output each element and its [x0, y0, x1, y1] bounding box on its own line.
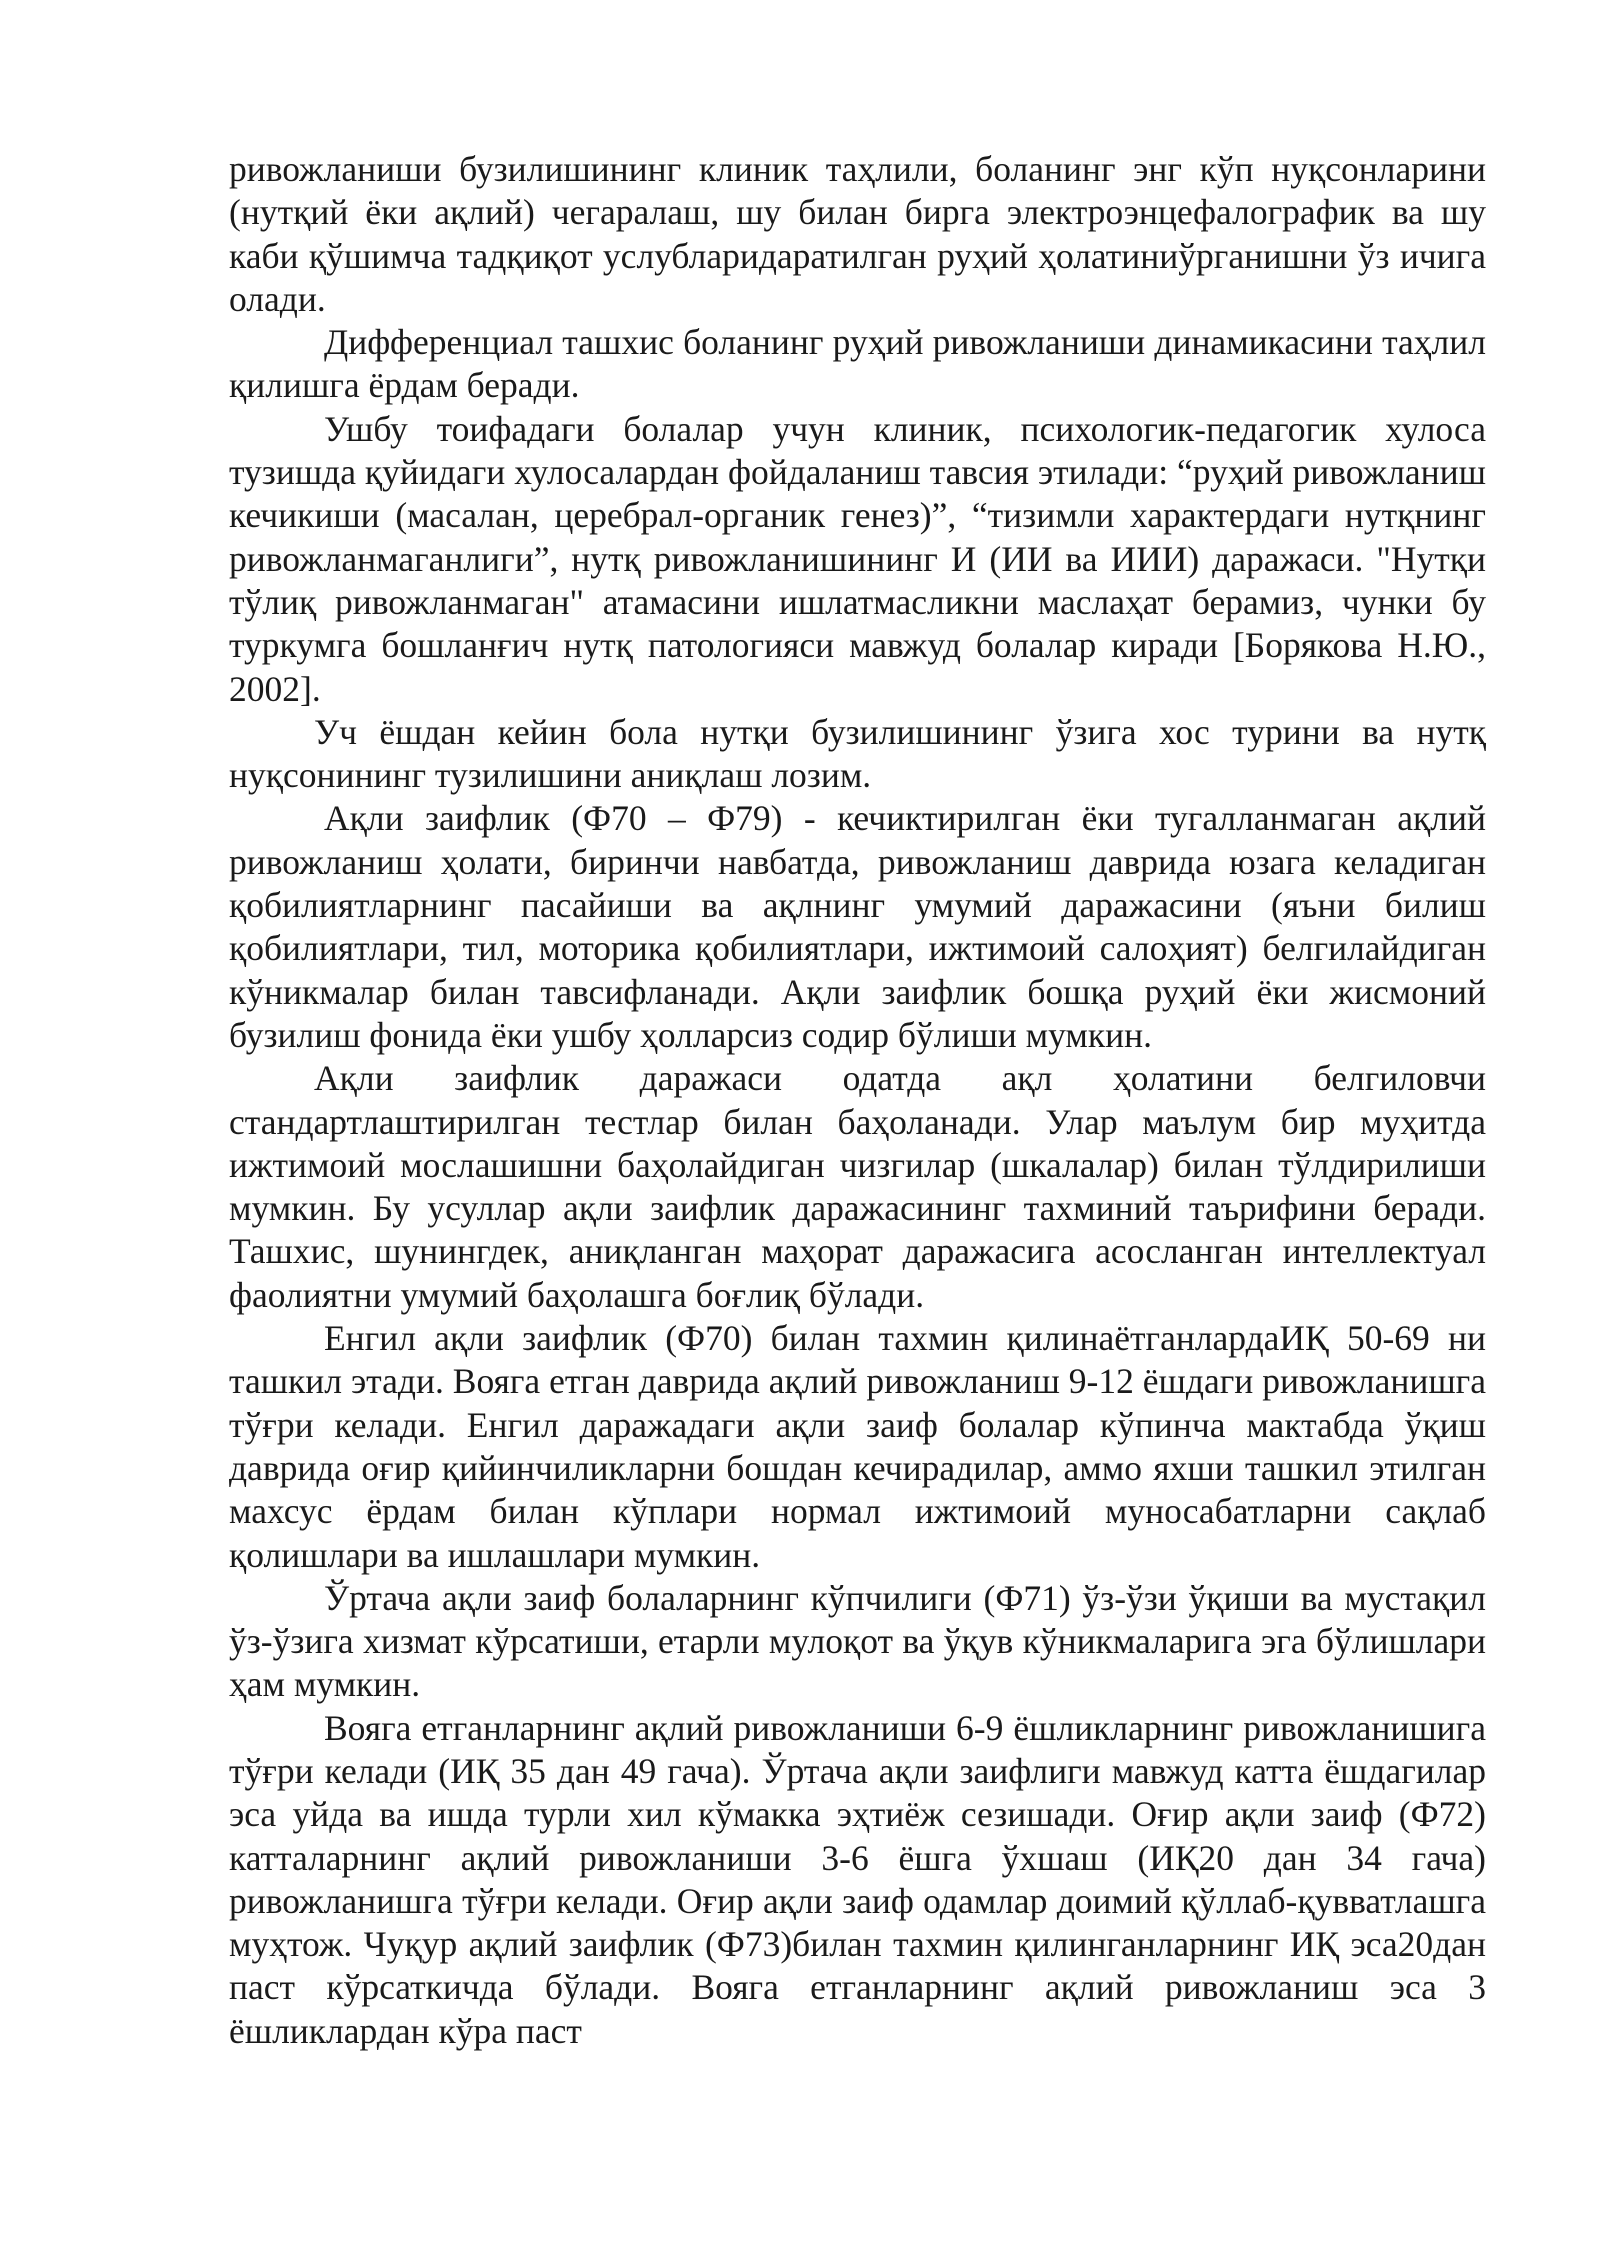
document-page	[229, 148, 1486, 2053]
paragraph-2: Дифференциал ташхис боланинг руҳий ривожланиши динамикасини таҳлил қилишга ёрдам беради.	[229, 322, 1486, 406]
paragraph-3: Ушбу тоифадаги болалар учун клиник, психологик-педагогик хулоса тузишда қуйидаги хулосалардан фойдаланиш тавсия этилади: “руҳий ривожланиш кечикиши (масалан, церебрал-органик генез)”, “тизимли характердаги нутқнинг ривожланмаганлиги”, нутқ ривожланишининг И (ИИ ва ИИИ) даражаси. "Нутқи тўлиқ ривожланмаган" атамасини ишлатмасликни маслаҳат берамиз, чунки бу туркумга бошланғич нутқ патологияси мавжуд болалар киради [Борякова Н.Ю., 2002].	[229, 408, 1486, 709]
paragraph-9: Вояга етганларнинг ақлий ривожланиши 6-9 ёшликларнинг ривожланишига тўғри келади (ИҚ 35 дан 49 гача). Ўртача ақли заифлиги мавжуд катта ёшдагилар эса уйда ва ишда турли хил кўмакка эҳтиёж сезишади. Оғир ақли заиф (Ф72) катталарнинг ақлий ривожланиши 3-6 ёшга ўхшаш (ИҚ20 дан 34 гача) ривожланишга тўғри келади. Оғир ақли заиф одамлар доимий қўллаб-қувватлашга муҳтож. Чуқур ақлий заифлик (Ф73)билан тахмин қилинганларнинг ИҚ эса20дан паст кўрсаткичда бўлади. Вояга етганларнинг ақлий ривожланиш эса 3 ёшликлардан кўра паст	[229, 1707, 1486, 2051]
paragraph-4: Уч ёшдан кейин бола нутқи бузилишининг ўзига хос турини ва нутқ нуқсонининг тузилишини аниқлаш лозим.	[229, 711, 1486, 796]
paragraph-7: Енгил ақли заифлик (Ф70) билан тахмин қилинаётганлардаИҚ 50-69 ни ташкил этади. Вояга етган даврида ақлий ривожланиш 9-12 ёшдаги ривожланишга тўғри келади. Енгил даражадаги ақли заиф болалар кўпинча мактабда ўқиш даврида оғир қийинчиликларни бошдан кечирадилар, аммо яхши ташкил этилган махсус ёрдам билан кўплари нормал ижтимоий муносабатларни сақлаб қолишлари ва ишлашлари мумкин.	[229, 1318, 1486, 1575]
paragraph-1: ривожланиши бузилишининг клиник таҳлили, боланинг энг кўп нуқсонларини (нутқий ёки ақлий) чегаралаш, шу билан бирга электроэнцефалографик ва шу каби қўшимча тадқиқот услубларидаратилган руҳий ҳолатиниўрганишни ўз ичига олади.	[229, 149, 1486, 319]
paragraph-5: Ақли заифлик (Ф70 – Ф79) - кечиктирилган ёки тугалланмаган ақлий ривожланиш ҳолати, биринчи навбатда, ривожланиш даврида юзага келадиган қобилиятларнинг пасайиши ва ақлнинг умумий даражасини (яъни билиш қобилиятлари, тил, моторика қобилиятлари, ижтимоий салоҳият) белгилайдиган кўникмалар билан тавсифланади. Ақли заифлик бошқа руҳий ёки жисмоний бузилиш фонида ёки ушбу ҳолларсиз содир бўлиши мумкин.	[229, 798, 1486, 1055]
paragraph-8: Ўртача ақли заиф болаларнинг кўпчилиги (Ф71) ўз-ўзи ўқиши ва мустақил ўз-ўзига хизмат кўрсатиши, етарли мулоқот ва ўқув кўникмаларига эга бўлишлари ҳам мумкин.	[229, 1577, 1486, 1705]
paragraph-6: Ақли заифлик даражаси одатда ақл ҳолатини белгиловчи стандартлаштирилган тестлар билан баҳоланади. Улар маълум бир муҳитда ижтимоий мослашишни баҳолайдиган чизгилар (шкалалар) билан тўлдирилиши мумкин. Бу усуллар ақли заифлик даражасининг тахминий таърифини беради. Ташхис, шунингдек, аниқланган маҳорат даражасига асосланган интеллектуал фаолиятни умумий баҳолашга боғлиқ бўлади.	[229, 1058, 1486, 1315]
